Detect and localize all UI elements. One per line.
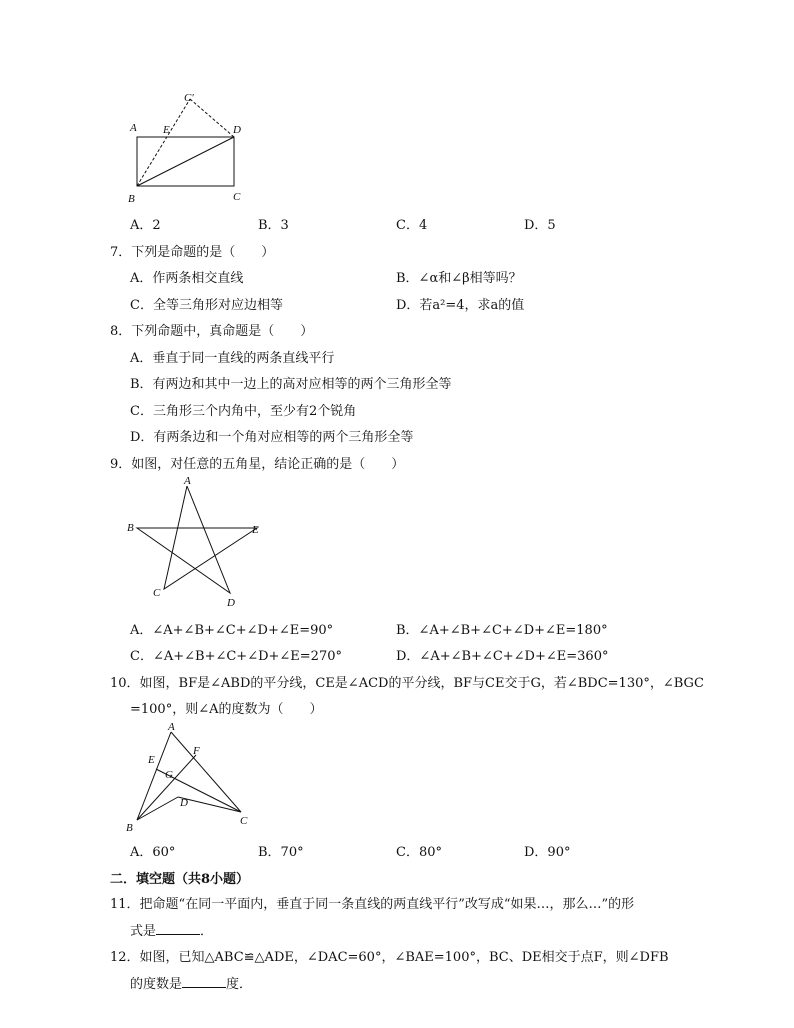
figure10-label-E: E bbox=[148, 754, 155, 766]
pentagram-label-A: A bbox=[184, 475, 191, 487]
q8-option-d[interactable]: D．有两条边和一个角对应相等的两个三角形全等 bbox=[130, 430, 414, 445]
q10-option-a[interactable]: A．60° bbox=[130, 845, 176, 860]
q6-option-d[interactable]: D．5 bbox=[524, 218, 556, 233]
q8-option-b[interactable]: B．有两边和其中一边上的高对应相等的两个三角形全等 bbox=[130, 377, 452, 392]
figure10-label-D: D bbox=[180, 797, 188, 809]
figure10-label-B: B bbox=[126, 822, 133, 834]
q10-option-d[interactable]: D．90° bbox=[524, 845, 571, 860]
q12-answer-blank[interactable] bbox=[182, 975, 226, 988]
q8-option-c[interactable]: C．三角形三个内角中，至少有2个锐角 bbox=[130, 404, 357, 419]
triangle-bisector-figure bbox=[120, 716, 260, 836]
q9-option-a[interactable]: A．∠A+∠B+∠C+∠D+∠E=90° bbox=[130, 623, 334, 638]
q11-line1: 11．把命题“在同一平面内，垂直于同一条直线的两直线平行”改写成“如果…，那么…”的形 bbox=[110, 897, 635, 912]
figure10-label-C: C bbox=[240, 815, 248, 827]
label-D: D bbox=[233, 124, 241, 136]
q8-option-a[interactable]: A．垂直于同一直线的两条直线平行 bbox=[130, 351, 335, 366]
label-C: C bbox=[233, 191, 241, 203]
q12-line2-after: 度． bbox=[226, 977, 253, 992]
q12-line2-before: 的度数是 bbox=[130, 977, 183, 992]
pentagram-label-B: B bbox=[127, 522, 134, 534]
q11-line2-after: ． bbox=[200, 924, 214, 939]
q6-option-a[interactable]: A．2 bbox=[130, 218, 161, 233]
figure10-label-G: G bbox=[165, 769, 173, 781]
pentagram-figure bbox=[120, 472, 270, 612]
q10-option-b[interactable]: B．70° bbox=[258, 845, 304, 860]
q7-option-a[interactable]: A．作两条相交直线 bbox=[130, 271, 244, 286]
label-E: E bbox=[163, 124, 170, 136]
q9-option-b[interactable]: B．∠A+∠B+∠C+∠D+∠E=180° bbox=[396, 623, 608, 638]
section-title: 二．填空题（共8小题） bbox=[110, 872, 250, 887]
q10-stem-line1: 10．如图，BF是∠ABD的平分线，CE是∠ACD的平分线，BF与CE交于G，若∠BDC=130°，∠BGC bbox=[110, 676, 704, 691]
q8-stem: 8．下列命题中，真命题是（ ） bbox=[110, 324, 314, 339]
q9-option-c[interactable]: C．∠A+∠B+∠C+∠D+∠E=270° bbox=[130, 649, 342, 664]
rectangle-fold-figure bbox=[120, 88, 260, 208]
figure10-label-F: F bbox=[193, 745, 200, 757]
q9-stem: 9．如图，对任意的五角星，结论正确的是（ ） bbox=[110, 457, 405, 472]
label-C-prime: C′ bbox=[184, 92, 194, 104]
q6-option-b[interactable]: B．3 bbox=[258, 218, 289, 233]
q10-option-c[interactable]: C．80° bbox=[396, 845, 442, 860]
q7-option-c[interactable]: C．全等三角形对应边相等 bbox=[130, 298, 283, 313]
label-B: B bbox=[128, 193, 135, 205]
pentagram-label-C: C bbox=[153, 587, 161, 599]
q6-option-c[interactable]: C．4 bbox=[396, 218, 428, 233]
q7-stem: 7．下列是命题的是（ ） bbox=[110, 245, 275, 260]
q11-line2-before: 式是 bbox=[130, 924, 157, 939]
q9-option-d[interactable]: D．∠A+∠B+∠C+∠D+∠E=360° bbox=[396, 649, 609, 664]
figure10-label-A: A bbox=[168, 721, 175, 733]
pentagram-label-D: D bbox=[227, 597, 235, 609]
q11-line2 bbox=[130, 920, 213, 939]
q11-answer-blank[interactable] bbox=[156, 922, 200, 935]
q7-option-b[interactable]: B．∠α和∠β相等吗？ bbox=[396, 271, 522, 286]
q12-line1: 12．如图，已知△ABC≌△ADE，∠DAC=60°，∠BAE=100°，BC、DE相交于点F，则∠DFB bbox=[110, 950, 669, 965]
q7-option-d[interactable]: D．若a²=4，求a的值 bbox=[396, 298, 525, 313]
pentagram-label-E: E bbox=[252, 524, 259, 536]
q10-stem-line2: =100°，则∠A的度数为（ ） bbox=[130, 702, 323, 717]
label-A: A bbox=[130, 122, 137, 134]
q12-line2 bbox=[130, 973, 252, 992]
